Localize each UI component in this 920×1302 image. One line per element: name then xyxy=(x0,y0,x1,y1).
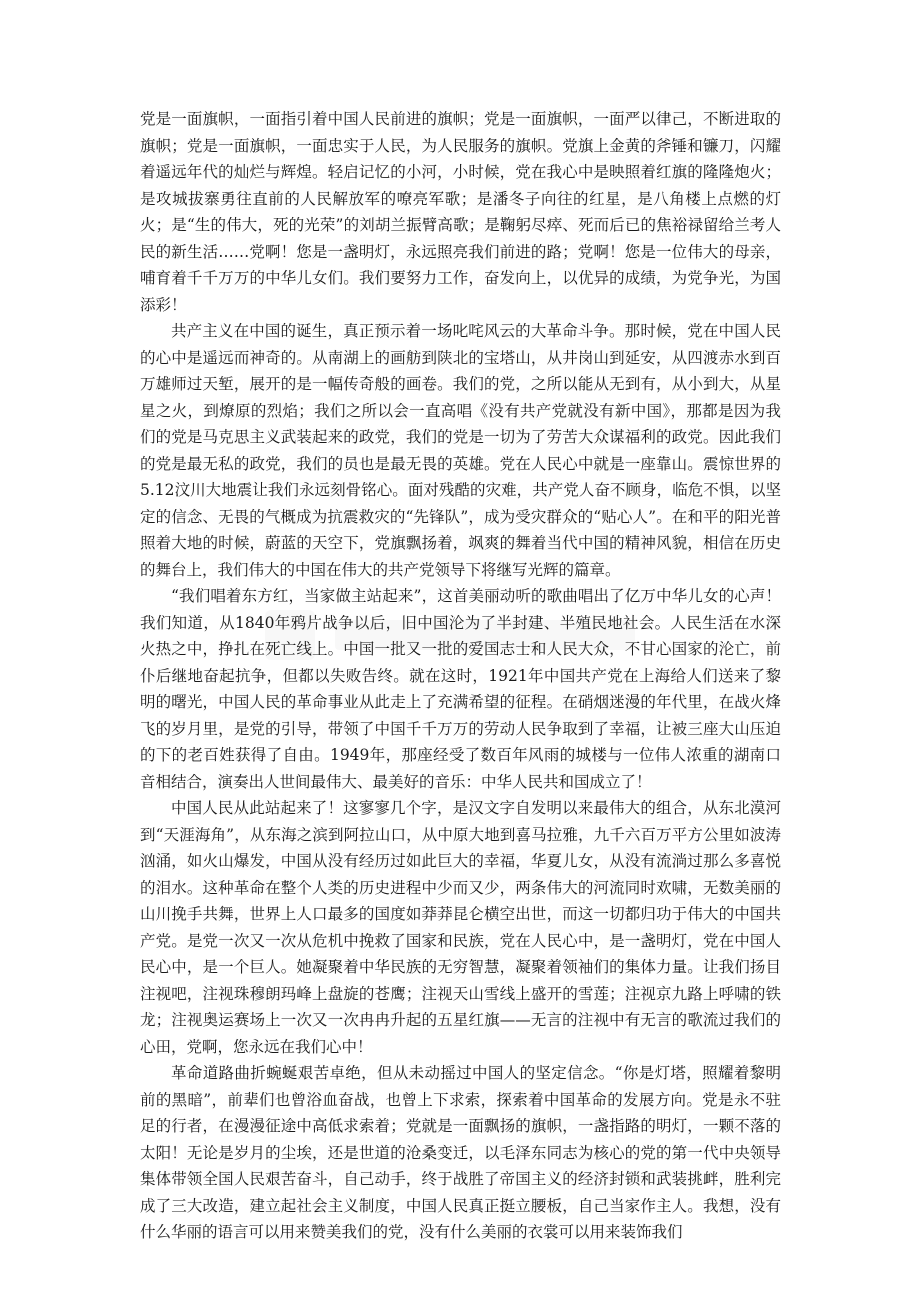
paragraph-3: “我们唱着东方红，当家做主站起来”，这首美丽动听的歌曲唱出了亿万中华儿女的心声！我们知道，从1840年鸦片战争以后，旧中国沦为了半封建、半殖民地社会。人民生活在水深火热之中，挣扎在死亡线上。中国一批又一批的爱国志士和人民大众，不甘心国家的沦亡，前仆后继地奋起抗争，但都以失败告终。就在这时，1921年中国共产党在上海给人们送来了黎明的曙光，中国人民的革命事业从此走上了充满希望的征程。在硝烟迷漫的年代里，在战火烽飞的岁月里，是党的引导，带领了中国千千万万的劳动人民争取到了幸福，让被三座大山压迫的下的老百姓获得了自由。1949年，那座经受了数百年风雨的城楼与一位伟人浓重的湖南口音相结合，演奏出人世间最伟大、最美好的音乐：中华人民共和国成立了！ xyxy=(140,587,781,791)
article-body xyxy=(140,106,781,1246)
paragraph-5: 革命道路曲折蜿蜒艰苦卓绝，但从未动摇过中国人的坚定信念。“你是灯塔，照耀着黎明前的黑暗”，前辈们也曾浴血奋战，也曾上下求索，探索着中国革命的发展方向。党是永不驻足的行者，在漫漫征途中高低求索着；党就是一面飘扬的旗帜，一盏指路的明灯，一颗不落的太阳！无论是岁月的尘埃，还是世道的沧桑变迁，以毛泽东同志为核心的党的第一代中央领导集体带领全国人民艰苦奋斗，自己动手，终于战胜了帝国主义的经济封锁和武装挑衅，胜利完成了三大改造，建立起社会主义制度，中国人民真正挺立腰板，自己当家作主人。我想，没有什么华丽的语言可以用来赞美我们的党，没有什么美丽的衣裳可以用来装饰我们 xyxy=(140,1064,781,1241)
paragraph-2: 共产主义在中国的诞生，真正预示着一场叱咤风云的大革命斗争。那时候，党在中国人民的心中是遥远而神奇的。从南湖上的画舫到陕北的宝塔山，从井岗山到延安，从四渡赤水到百万雄师过天堑，展开的是一幅传奇般的画卷。我们的党，之所以能从无到有，从小到大，从星星之火，到燎原的烈焰；我们之所以会一直高唱《没有共产党就没有新中国》，那都是因为我们的党是马克思主义武装起来的政党，我们的党是一切为了劳苦大众谋福利的政党。因此我们的党是最无私的政党，我们的员也是最无畏的英雄。党在人民心中就是一座靠山。震惊世界的5.12汶川大地震让我们永远刻骨铭心。面对残酷的灾难，共产党人奋不顾身，临危不惧，以坚定的信念、无畏的气概成为抗震救灾的“先锋队”，成为受灾群众的“贴心人”。在和平的阳光普照着大地的时候，蔚蓝的天空下，党旗飘扬着，飒爽的舞着当代中国的精神风貌，相信在历史的舞台上，我们伟大的中国在伟大的共产党领导下将继写光辉的篇章。 xyxy=(140,322,781,579)
paragraph-1: 党是一面旗帜，一面指引着中国人民前进的旗帜；党是一面旗帜，一面严以律己，不断进取的旗帜；党是一面旗帜，一面忠实于人民，为人民服务的旗帜。党旗上金黄的斧锤和镰刀，闪耀着遥远年代的灿烂与辉煌。轻启记忆的小河，小时候，党在我心中是映照着红旗的隆隆炮火；是攻城拔寨勇往直前的人民解放军的嘹亮军歌；是潘冬子向往的红星，是八角楼上点燃的灯火；是“生的伟大，死的光荣”的刘胡兰振臂高歌；是鞠躬尽瘁、死而后已的焦裕禄留给兰考人民的新生活……党啊！您是一盏明灯，永远照亮我们前进的路；党啊！您是一位伟大的母亲，哺育着千千万万的中华儿女们。我们要努力工作，奋发向上，以优异的成绩，为党争光，为国添彩！ xyxy=(140,110,781,314)
paragraph-4: 中国人民从此站起来了！这寥寥几个字，是汉文字自发明以来最伟大的组合，从东北漠河到“天涯海角”，从东海之滨到阿拉山口，从中原大地到喜马拉雅，九千六百万平方公里如波涛汹涌，如火山爆发，中国从没有经历过如此巨大的幸福，华夏儿女，从没有流淌过那么多喜悦的泪水。这种革命在整个人类的历史进程中少而又少，两条伟大的河流同时欢啸，无数美丽的山川挽手共舞，世界上人口最多的国度如莽莽昆仑横空出世，而这一切都归功于伟大的中国共产党。是党一次又一次从危机中挽救了国家和民族，党在人民心中，是一盏明灯，党在中国人民心中，是一个巨人。她凝聚着中华民族的无穷智慧，凝聚着领袖们的集体力量。让我们扬目注视吧，注视珠穆朗玛峰上盘旋的苍鹰；注视天山雪线上盛开的雪莲；注视京九路上呼啸的铁龙；注视奥运赛场上一次又一次冉冉升起的五星红旗——无言的注视中有无言的歌流过我们的心田，党啊，您永远在我们心中！ xyxy=(140,799,781,1056)
